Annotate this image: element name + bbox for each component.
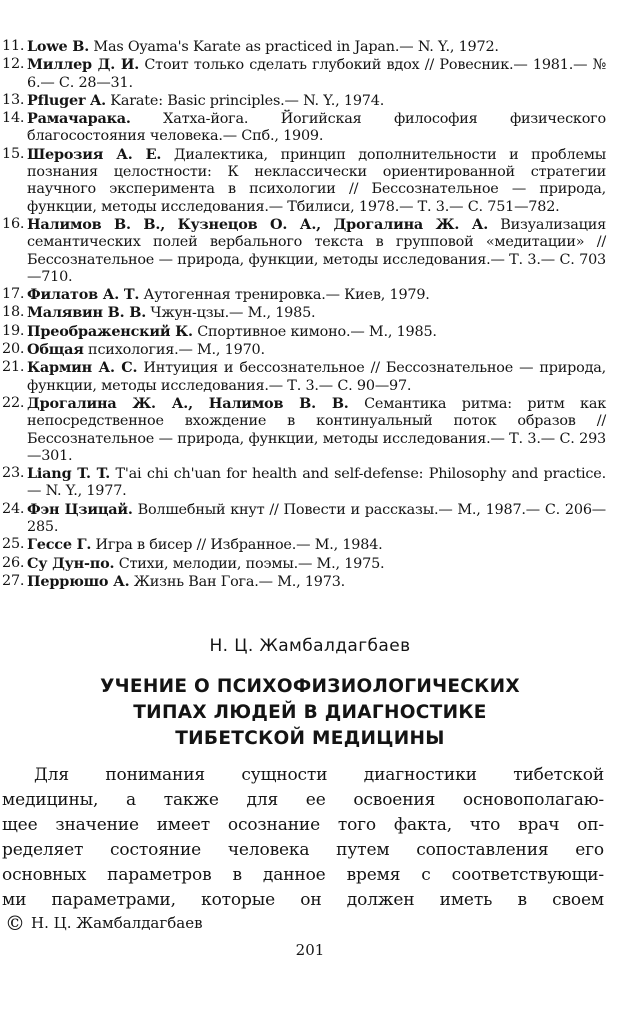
article-title <box>0 674 620 752</box>
reference-text: Диалектика, принцип дополнительности и проблемы познания целостности: К неклассически ориентированной стратегии научного эксперимента в психологии // Бессознательное — природа, функции, методы исследования.— Тбилиси, 1978.— Т. 3.— С. 751—782. <box>27 146 607 215</box>
reference-author: Преображенский К. <box>27 322 193 340</box>
reference-text: Karate: Basic principles.— N. Y., 1974. <box>105 92 385 109</box>
reference-item <box>2 501 606 537</box>
reference-author: Шерозия А. Е. <box>27 145 162 163</box>
reference-author: Перрюшо А. <box>27 572 130 590</box>
reference-item <box>2 92 606 110</box>
reference-number: 12. <box>2 56 25 73</box>
reference-item <box>2 304 606 322</box>
title-line: ТИПАХ ЛЮДЕЙ В ДИАГНОСТИКЕ <box>133 702 487 723</box>
reference-number: 23. <box>2 465 25 482</box>
reference-text: Визуализация семантических полей вербального текста в групповой «медитации» // Бессознательное — природа, функции, методы исследования.— Т. 3.— С. 703—710. <box>27 216 607 285</box>
reference-item <box>2 359 606 395</box>
body-line: медицины, а также для ее освоения основополагаю- <box>2 790 604 810</box>
article-author: Н. Ц. Жамбалдагбаев <box>209 636 411 656</box>
reference-item <box>2 395 606 465</box>
reference-number: 24. <box>2 500 25 517</box>
reference-author: Liang T. T. <box>27 465 111 483</box>
reference-number: 14. <box>2 110 25 127</box>
reference-number: 26. <box>2 554 25 571</box>
body-line: Для понимания сущности диагностики тибетской <box>34 765 604 785</box>
reference-text: Жизнь Ван Гога.— М., 1973. <box>129 573 346 590</box>
reference-author: Pfluger A. <box>27 91 106 109</box>
copyright-notice <box>5 913 203 933</box>
reference-author: Су Дун-по. <box>27 554 115 572</box>
reference-text: Mas Oyama's Karate as practiced in Japan.— N. Y., 1972. <box>89 39 499 55</box>
title-line: ТИБЕТСКОЙ МЕДИЦИНЫ <box>175 728 445 749</box>
reference-number: 22. <box>2 394 25 411</box>
reference-list <box>2 38 606 591</box>
reference-item <box>2 110 606 146</box>
reference-author: Рамачарака. <box>27 110 131 128</box>
reference-number: 16. <box>2 215 25 232</box>
reference-text: Чжун-цзы.— М., 1985. <box>146 305 316 322</box>
copyright-icon: © <box>5 911 25 935</box>
reference-text: Спортивное кимоно.— М., 1985. <box>192 323 437 340</box>
reference-number: 18. <box>2 304 25 321</box>
page-number: 201 <box>295 941 325 959</box>
reference-author: Фэн Цзицай. <box>27 500 133 518</box>
reference-text: Волшебный кнут // Повести и рассказы.— М., 1987.— С. 206—285. <box>27 501 606 536</box>
reference-text: Стоит только сделать глубокий вдох // Ровесник.— 1981.— № 6.— С. 28—31. <box>27 57 606 91</box>
reference-author: Миллер Д. И. <box>27 56 140 74</box>
reference-text: Семантика ритма: ритм как непосредственное вхождение в континуальный поток образов // Бессознательное — природа, функции, методы исследования.— Т. 3.— С. 293—301. <box>27 395 606 464</box>
reference-number: 21. <box>2 359 25 376</box>
reference-author: Налимов В. В., Кузнецов О. А., Дрогалина Ж. А. <box>27 215 489 233</box>
reference-number: 11. <box>2 38 25 54</box>
reference-number: 19. <box>2 322 25 339</box>
reference-text: Интуиция и бессознательное // Бессознательное — природа, функции, методы исследования.— Т. 3.— С. 90—97. <box>27 360 607 394</box>
reference-author: Кармин А. С. <box>27 359 138 377</box>
reference-item <box>2 323 606 341</box>
reference-item <box>2 38 606 56</box>
reference-item <box>2 555 606 573</box>
reference-item <box>2 216 606 286</box>
reference-item <box>2 341 606 359</box>
copyright-holder: Н. Ц. Жамбалдагбаев <box>31 914 203 932</box>
reference-author: Филатов А. Т. <box>27 286 140 304</box>
reference-text: психология.— М., 1970. <box>83 342 265 359</box>
reference-text: Хатха-йога. Йогийская философия физического благосостояния человека.— Спб., 1909. <box>27 111 606 145</box>
reference-item <box>2 573 606 591</box>
reference-author: Гессе Г. <box>27 536 92 554</box>
article-body <box>2 763 604 913</box>
reference-item <box>2 286 606 304</box>
reference-text: T'ai chi ch'uan for health and self-defense: Philosophy and practice.— N. Y., 1977. <box>27 466 606 500</box>
reference-text: Игра в бисер // Избранное.— М., 1984. <box>91 537 383 554</box>
reference-item <box>2 465 606 501</box>
reference-number: 17. <box>2 286 25 303</box>
reference-number: 27. <box>2 572 25 589</box>
reference-author: Общая <box>27 341 84 359</box>
reference-author: Дрогалина Ж. А., Налимов В. В. <box>27 394 349 412</box>
reference-item <box>2 146 606 216</box>
reference-text: Стихи, мелодии, поэмы.— М., 1975. <box>114 555 385 572</box>
reference-number: 15. <box>2 145 25 162</box>
reference-number: 25. <box>2 536 25 553</box>
reference-author: Малявин В. В. <box>27 304 147 322</box>
reference-number: 20. <box>2 341 25 358</box>
reference-text: Аутогенная тренировка.— Киев, 1979. <box>139 287 430 304</box>
body-line: щее значение имеет осознание того факта, что врач оп- <box>2 815 604 835</box>
body-line: основных параметров в данное время с соответствующи- <box>2 865 604 885</box>
reference-author: Lowe B. <box>27 38 90 55</box>
title-line: УЧЕНИЕ О ПСИХОФИЗИОЛОГИЧЕСКИХ <box>100 676 520 697</box>
reference-item <box>2 536 606 554</box>
reference-item <box>2 56 606 92</box>
body-line: ми параметрами, которые он должен иметь в своем <box>2 890 604 910</box>
body-line: ределяет состояние человека путем сопоставления его <box>2 840 604 860</box>
reference-number: 13. <box>2 91 25 108</box>
